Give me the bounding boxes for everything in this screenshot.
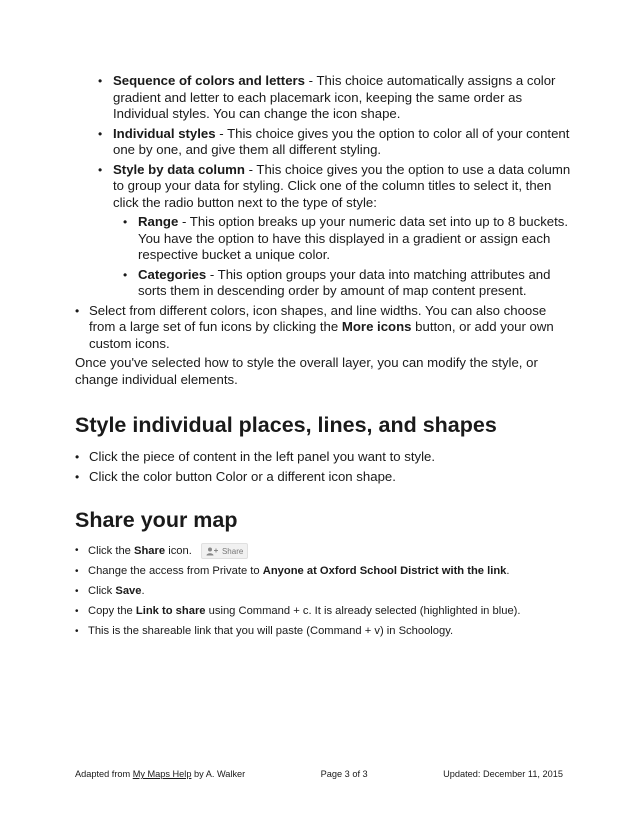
suboption-title: Range [138,214,179,229]
list-item-range [138,214,575,264]
step-text: icon. [165,544,192,557]
my-maps-help-link[interactable]: My Maps Help [132,769,192,779]
more-icons-label: More icons [341,319,412,334]
list-item-sequence [113,73,575,123]
step-text: Click [88,585,116,597]
select-text-2: button, or add your own custom icons. [89,319,554,351]
step-bold: Share [134,544,166,557]
option-description: - This choice automatically assigns a color gradient and letter to each placemark icon, keeping the same order as Individual styles. You can change the icon shape. [113,73,556,121]
option-description: - This choice gives you the option to use a data column to group your data for styling. Click one of the column titles to select it, then click the radio button next to the type of style: [113,161,571,210]
footer-prefix: Adapted from [75,769,133,779]
step-bold: Link to share [135,605,206,617]
list-item-change-access [88,564,575,579]
list-item-categories [138,267,575,300]
option-description: - This choice gives you the option to color all of your content one by one, and give them all different styling. [113,125,570,157]
share-button-image [201,543,248,559]
heading-style-individual: Style individual places, lines, and shapes [75,413,497,437]
step-text: Click the [88,544,135,557]
step-text: . [506,565,510,577]
page-footer [75,769,563,779]
footer-updated: Updated: December 11, 2015 [443,769,563,779]
heading-share-map: Share your map [75,508,238,532]
option-title: Individual styles [113,125,216,141]
select-list [89,303,575,353]
overall-layer-paragraph: Once you've selected how to style the overall layer, you can modify the style, or change individual elements. [75,355,538,387]
step-text: This is the shareable link that you will paste (Command + v) in Schoology. [88,625,454,637]
list-item-click-save [88,584,575,599]
list-item-data-column [113,162,575,212]
suboption-title: Categories [138,266,207,282]
suboption-description: - This option breaks up your numeric data set into up to 8 buckets. You have the option to have this displayed in a gradient or assign each respective bucket a unique color. [138,214,569,262]
add-person-icon [206,547,219,556]
list-item-select-colors [89,303,575,353]
step-text: Copy the [88,605,136,617]
share-steps-list [88,543,575,639]
suboption-description: - This option groups your data into matching attributes and sorts them in descending order by amount of map content present. [138,266,551,298]
page-content [75,73,575,644]
step-text: . [141,585,145,597]
step-text: Change the access from Private to [88,565,263,577]
list-item: • Click the color button Color or a different icon shape. [89,469,575,486]
list-item-click-share [88,543,575,559]
select-text-1: Select from different colors, icon shapes, and line widths. You can also choose from a large set of fun icons by clicking the [89,302,547,334]
step-text: using Command + c. It is already selected (highlighted in blue). [205,605,521,617]
list-item: • Click the piece of content in the left panel you want to style. [89,449,575,466]
list-item-shareable-link [88,624,575,639]
style-options-list [113,73,575,211]
option-title: Style by data column [113,161,245,177]
share-chip-label: Share [221,546,244,556]
footer-attribution [75,769,245,779]
list-item-individual [113,126,575,159]
step-bold: Save [115,585,142,597]
list-item-copy-link [88,604,575,619]
footer-page-number: Page 3 of 3 [320,769,368,779]
data-column-suboptions [138,214,575,300]
step-bold: Anyone at Oxford School District with the link [262,565,507,577]
footer-suffix: by A. Walker [191,769,246,779]
option-title: Sequence of colors and letters [113,73,306,88]
style-steps-list [89,449,575,485]
